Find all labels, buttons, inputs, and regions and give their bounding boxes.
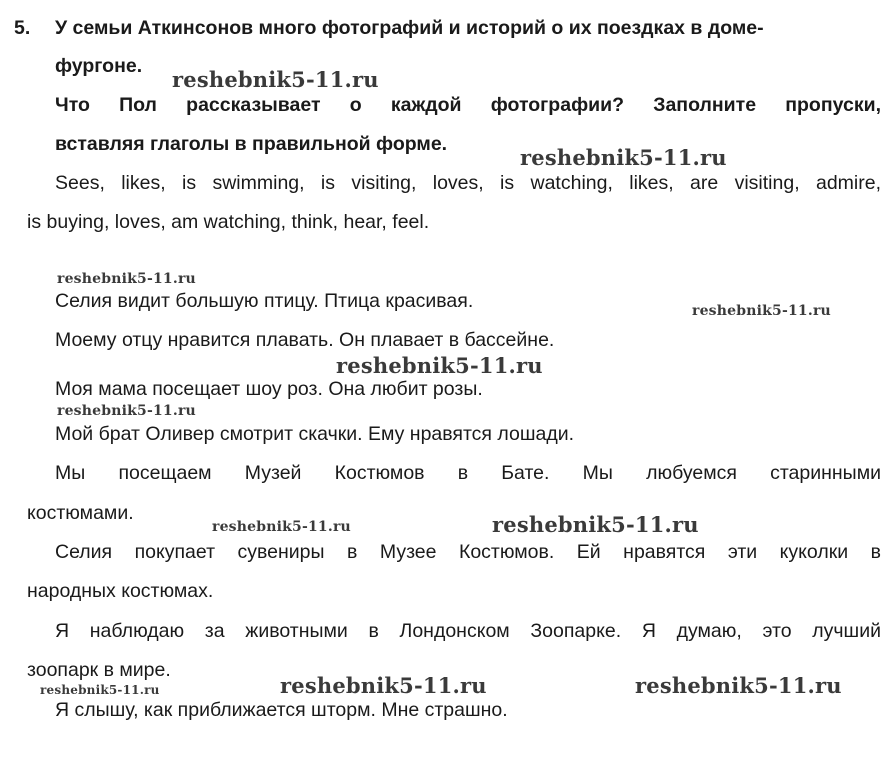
task-title-line-2: фургоне. xyxy=(55,55,143,77)
watermark: reshebnik5-11.ru xyxy=(520,145,727,170)
answer-3: Моя мама посещает шоу роз. Она любит розы. xyxy=(55,378,483,400)
watermark: reshebnik5-11.ru xyxy=(57,271,196,287)
watermark: reshebnik5-11.ru xyxy=(172,67,379,92)
answer-2: Моему отцу нравится плавать. Он плавает в бассейне. xyxy=(55,329,555,351)
answer-4: Мой брат Оливер смотрит скачки. Ему нравятся лошади. xyxy=(55,423,575,445)
answer-5-line-1: Мы посещаем Музей Костюмов в Бате. Мы любуемся старинными xyxy=(55,462,881,484)
task-instruction-line-2: вставляя глаголы в правильной форме. xyxy=(55,133,448,155)
task-instruction-line-1: Что Пол рассказывает о каждой фотографии? Заполните пропуски, xyxy=(55,94,881,116)
answer-7-line-2: зоопарк в мире. xyxy=(27,659,171,681)
task-number: 5. xyxy=(14,17,31,39)
answer-8: Я слышу, как приближается шторм. Мне страшно. xyxy=(55,699,508,721)
watermark: reshebnik5-11.ru xyxy=(492,512,699,537)
answer-5-line-2: костюмами. xyxy=(27,502,134,524)
answer-7-line-1: Я наблюдаю за животными в Лондонском Зоопарке. Я думаю, это лучший xyxy=(55,620,881,642)
watermark: reshebnik5-11.ru xyxy=(40,683,160,697)
word-bank-line-2: is buying, loves, am watching, think, hear, feel. xyxy=(27,211,430,233)
word-bank-line-1: Sees, likes, is swimming, is visiting, loves, is watching, likes, are visiting, admire, xyxy=(55,172,881,194)
answer-1: Селия видит большую птицу. Птица красивая. xyxy=(55,290,474,312)
watermark: reshebnik5-11.ru xyxy=(57,403,196,419)
watermark: reshebnik5-11.ru xyxy=(336,353,543,378)
watermark: reshebnik5-11.ru xyxy=(212,519,351,535)
watermark: reshebnik5-11.ru xyxy=(692,303,831,319)
task-title-line-1: У семьи Аткинсонов много фотографий и историй о их поездках в доме- xyxy=(55,17,764,39)
watermark: reshebnik5-11.ru xyxy=(280,673,487,698)
answer-6-line-2: народных костюмах. xyxy=(27,580,214,602)
answer-6-line-1: Селия покупает сувениры в Музее Костюмов. Ей нравятся эти куколки в xyxy=(55,541,881,563)
watermark: reshebnik5-11.ru xyxy=(635,673,842,698)
